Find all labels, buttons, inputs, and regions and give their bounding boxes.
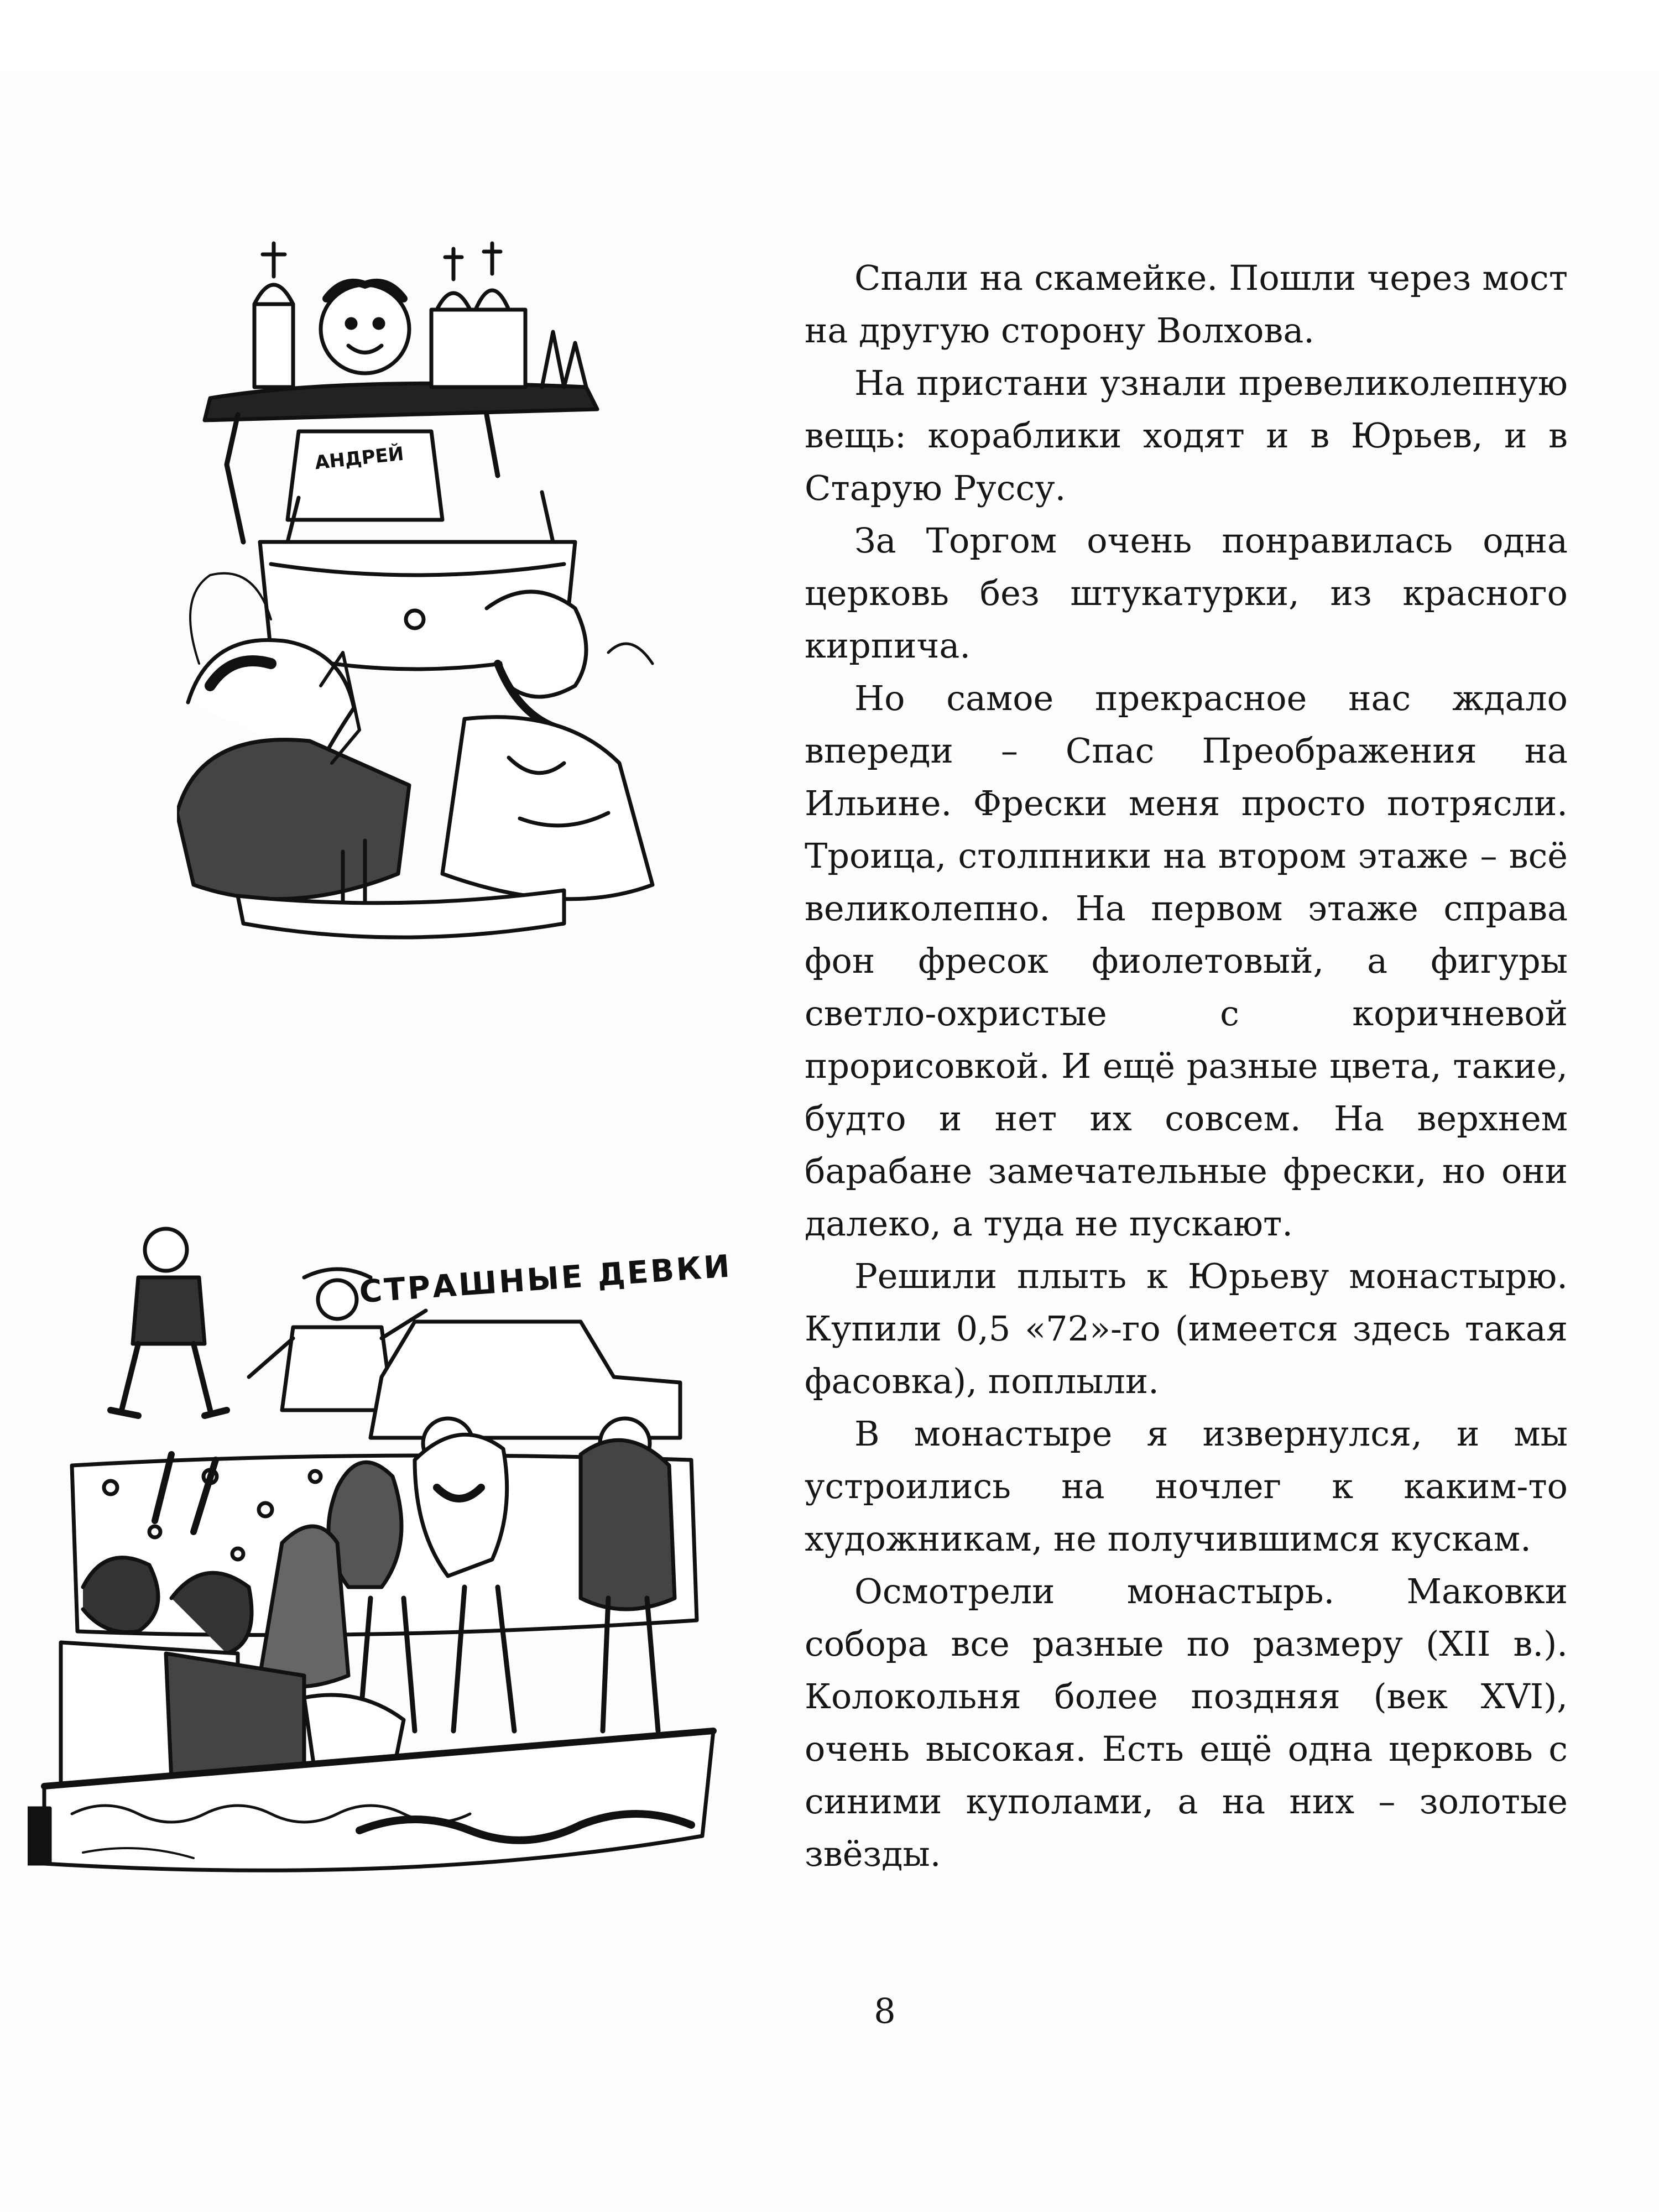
paragraph: В монастыре я извернулся, и мы устроились на ночлег к каким-то художникам, не получившимся кускам. [805, 1413, 1568, 1559]
strashnye-devki-caption: СТРАШНЫЕ ДЕВКИ [358, 1248, 733, 1311]
scan-top-margin [0, 0, 1659, 72]
paragraph: Решили плыть к Юрьеву монастырю. Купили 0,5 «72»-го (имеется здесь такая фасовка), поплыли. [805, 1256, 1568, 1401]
paragraph: Но самое прекрасное нас ждало впереди – Спас Преображения на Ильине. Фрески меня просто потрясли. Троица, столпники на втором этаже – всё великолепно. На первом этаже справа фон фресок фиолетовый, а фигуры светло-охристые с коричневой прорисовкой. И ещё разные цвета, такие, будто и нет их совсем. На верхнем барабане замечательные фрески, но они далеко, а туда не пускают. [805, 678, 1568, 1244]
bottom-illustration [28, 1200, 769, 1897]
top-illustration [177, 232, 675, 951]
page-number: 8 [874, 1991, 896, 2031]
paragraph: За Торгом очень понравилась одна церковь без штукатурки, из красного кирпича. [805, 520, 1568, 666]
andrey-label: АНДРЕЙ [314, 442, 405, 474]
paragraph: На пристани узнали превеликолепную вещь: кораблики ходят и в Юрьев, и в Старую Руссу. [805, 363, 1568, 508]
paragraph: Спали на скамейке. Пошли через мост на другую сторону Волхова. [805, 258, 1568, 351]
body-text [805, 252, 1568, 1880]
paragraph: Осмотрели монастырь. Маковки собора все разные по размеру (XII в.). Колокольня более поздняя (век XVI), очень высокая. Есть ещё одна церковь с синими куполами, а на них – золотые звёзды. [805, 1571, 1568, 1874]
